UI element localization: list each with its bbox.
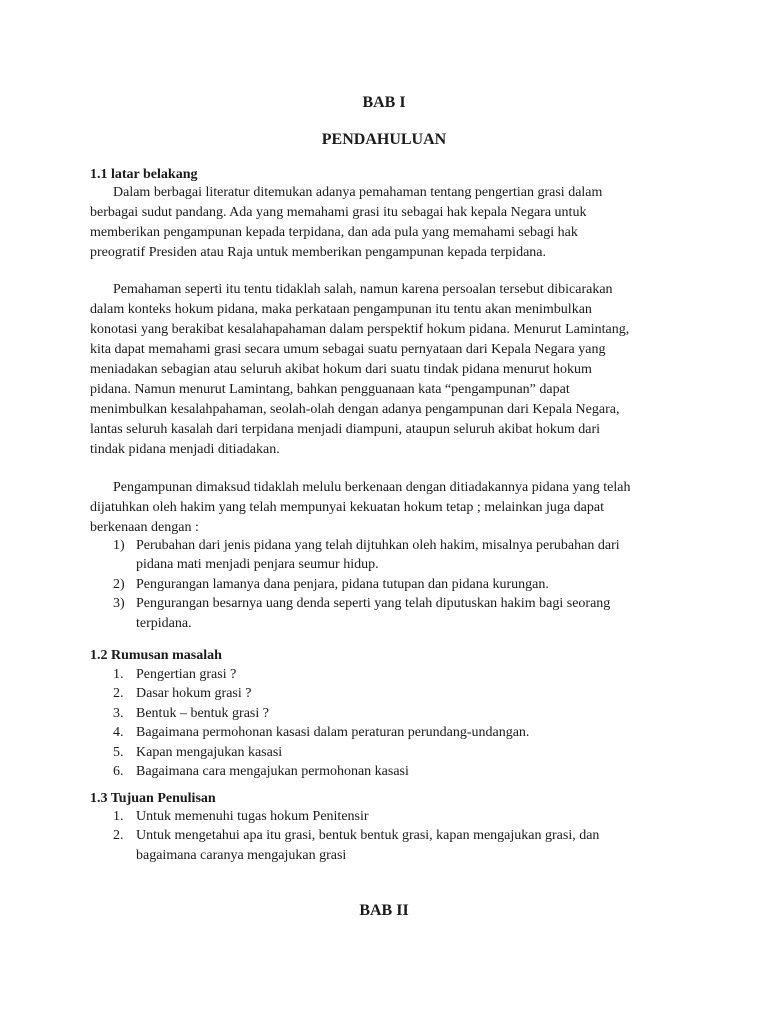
list-item-text: Untuk mengetahui apa itu grasi, bentuk bentuk grasi, kapan mengajukan grasi, dan bagaimana caranya mengajukan grasi [136,828,600,863]
chapter-title-2: BAB II [359,902,409,919]
paragraph-3: Pengampunan dimaksud tidaklah melulu berkenaan dengan ditiadakannya pidana yang telah dijatuhkan oleh hakim yang telah mempunyai kekuatan hokum tetap ; melainkan juga dapat berkenaan dengan : [90,480,631,535]
list-item-number: 4. [113,725,124,741]
list-item-number: 1) [113,538,125,553]
section-heading-1-3: 1.3 Tujuan Penulisan [90,791,216,806]
list-item-text: Untuk memenuhi tugas hokum Penitensir [136,809,369,824]
list-item-text: Pengurangan besarnya uang denda seperti yang telah diputuskan hakim bagi seorang terpidana. [136,596,611,631]
list-item [90,594,682,633]
list-item-number: 2. [113,686,124,702]
chapter-title: BAB I [362,94,406,111]
list-1-3 [90,807,682,865]
list-item-text: Bentuk – bentuk grasi ? [136,705,269,721]
list-item-number: 3. [113,705,124,721]
section-heading-1-1: 1.1 latar belakang [90,167,198,182]
list-1-1 [90,536,682,633]
list-item [90,743,682,762]
list-item [90,762,682,781]
list-1-2 [90,665,682,781]
list-item-text: Pengurangan lamanya dana penjara, pidana tutupan dan pidana kurungan. [136,576,549,592]
list-item-text: Bagaimana permohonan kasasi dalam peraturan perundang-undangan. [136,725,530,741]
list-item-text: Perubahan dari jenis pidana yang telah dijtuhkan oleh hakim, misalnya perubahan dari pidana mati menjadi penjara seumur hidup. [136,538,620,573]
list-item [90,704,682,723]
list-item-number: 5. [113,744,124,760]
list-item-number: 1. [113,667,124,682]
list-item-number: 2. [113,828,124,844]
list-item [90,807,682,826]
paragraph-1: Dalam berbagai literatur ditemukan adanya pemahaman tentang pengertian grasi dalam berbagai sudut pandang. Ada yang memahami grasi itu sebagai hak kepala Negara untuk memberikan pengampunan kepada terpidana, dan ada pula yang memahami sebagi hak preogratif Presiden atau Raja untuk memberikan pengampunan kepada terpidana. [90,185,603,260]
paragraph-2: Pemahaman seperti itu tentu tidaklah salah, namun karena persoalan tersebut dibicarakan dalam konteks hokum pidana, maka perkataan pengampunan itu tentu akan menimbulkan konotasi yang berakibat kesalahapahaman dalam perspektif hokum pidana. Menurut Lamintang, kita dapat memahami grasi secara umum sebagai suatu pernyataan dari Kepala Negara yang meniadakan sebagian atau seluruh akibat hokum dari suatu tindak pidana menurut hokum pidana. Namun menurut Lamintang, bahkan pengguanaan kata “pengampunan” dapat menimbulkan kesalahpahaman, seolah-olah dengan adanya pengampunan dari Kepala Negara, lantas seluruh kasalah dari terpidana menjadi diampuni, ataupun seluruh akibat hokum dari tindak pidana menjadi ditiadakan. [90,282,630,457]
list-item [90,665,682,684]
list-item-text: Kapan mengajukan kasasi [136,744,283,760]
list-item-text: Bagaimana cara mengajukan permohonan kasasi [136,764,409,780]
list-item [90,684,682,703]
list-item [90,536,682,575]
list-item-number: 3) [113,596,125,612]
chapter-subtitle: PENDAHULUAN [321,131,447,148]
list-item-text: Dasar hokum grasi ? [136,686,252,702]
section-heading-1-2: 1.2 Rumusan masalah [90,648,222,663]
list-item-number: 1. [113,809,124,824]
list-item-text: Pengertian grasi ? [136,667,237,682]
list-item-number: 6. [113,764,124,780]
list-item [90,575,682,594]
list-item [90,723,682,742]
list-item-number: 2) [113,576,125,592]
list-item [90,826,682,865]
